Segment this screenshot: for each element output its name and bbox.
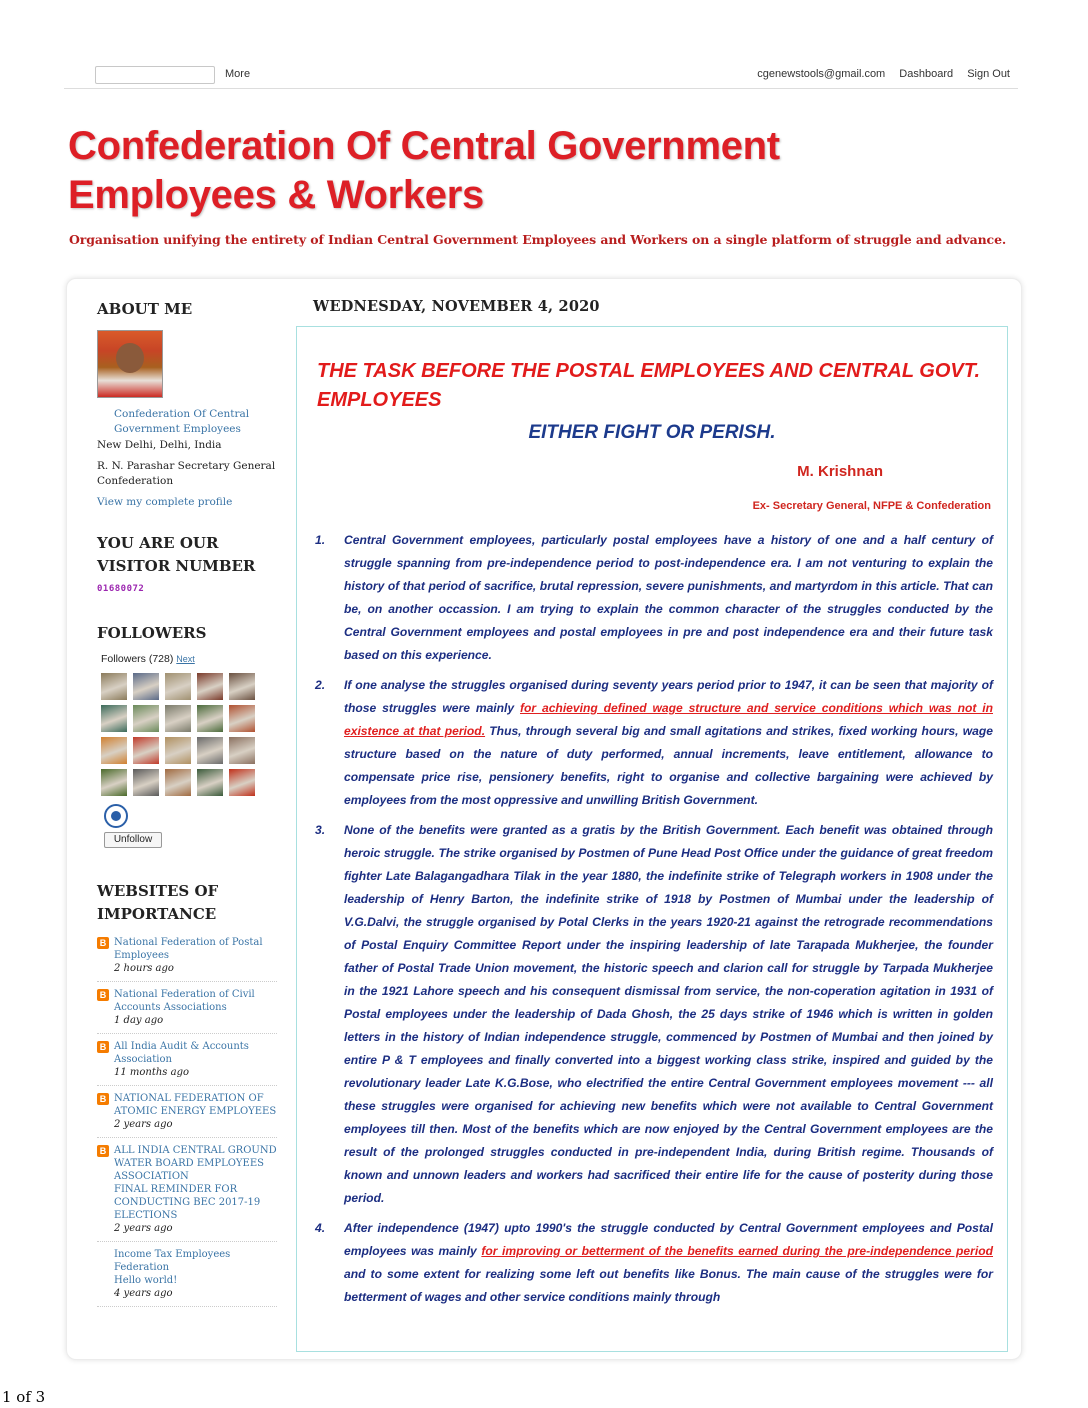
follower-avatar[interactable] xyxy=(229,737,255,764)
paragraph-highlight: for improving or betterment of the benefits earned during the pre-independence period xyxy=(481,1244,993,1258)
post-title: THE TASK BEFORE THE POSTAL EMPLOYEES AND CENTRAL GOVT. EMPLOYEES xyxy=(317,360,981,411)
search-input[interactable] xyxy=(95,66,215,84)
follower-avatar[interactable] xyxy=(133,737,159,764)
paragraph-text: After independence (1947) upto 1990's the struggle conducted by Central Government employees and Postal employees was mainly xyxy=(344,1221,993,1258)
website-link[interactable]: National Federation of Postal Employees xyxy=(114,937,263,961)
paragraph-text-continued: Thus, through several big and small agitations and strikes, fixed working hours, wage structure based on the nature of duty performed, annual increments, leave entitlement, allowance to compensate price rise, pensionery benefits, right to organise and collective bargaining were achieved by employees from the most oppressive and unwilling British Government. xyxy=(344,724,993,807)
blogger-icon: B xyxy=(97,937,109,949)
follower-avatar[interactable] xyxy=(165,737,191,764)
post-paragraph xyxy=(313,819,993,1210)
follower-avatar[interactable] xyxy=(101,673,127,700)
website-list-item xyxy=(97,988,277,1034)
website-list-item xyxy=(97,1040,277,1086)
followers-title: FOLLOWERS xyxy=(97,624,207,642)
blogger-icon: B xyxy=(97,1093,109,1105)
website-list-item xyxy=(97,1144,277,1242)
profile-name-link[interactable]: Confederation Of Central Government Employees xyxy=(114,408,250,435)
blogger-icon: B xyxy=(97,1041,109,1053)
website-age: 2 years ago xyxy=(114,1223,173,1234)
paragraph-text: Central Government employees, particularly postal employees have a history of one and a half century of struggle spanning from pre-independence period to post-independence era. I am not venturing to explain the history of that period of sacrifice, brutal repression, severe punishments, and martyrdom in this article. That can be, on another occassion. I am trying to explain the common character of the struggles conducted by the Central Government employees and postal employees in pre and post independence era and their future task based on this experience. xyxy=(344,533,993,662)
visitor-counter: 01680072 xyxy=(97,584,145,594)
paragraph-number: 1. xyxy=(315,533,326,547)
websites-list xyxy=(97,936,277,1307)
follower-avatar[interactable] xyxy=(101,769,127,796)
paragraph-number: 4. xyxy=(315,1221,326,1235)
follower-avatar[interactable] xyxy=(197,769,223,796)
profile-avatar[interactable] xyxy=(97,330,163,398)
profile-face xyxy=(116,343,144,373)
post-author: M. Krishnan xyxy=(797,463,883,480)
paragraph-number: 2. xyxy=(315,678,326,692)
follower-avatar[interactable] xyxy=(101,737,127,764)
website-list-item xyxy=(97,1092,277,1138)
follower-avatar[interactable] xyxy=(165,769,191,796)
followers-next-link[interactable]: Next xyxy=(176,654,195,664)
paragraph-text-continued: and to some extent for realizing some left out benefits like Bonus. The main cause of the struggles were for betterment of wages and other service conditions mainly through xyxy=(344,1267,993,1304)
website-age: 11 months ago xyxy=(114,1067,189,1078)
blog-tagline: Organisation unifying the entirety of Indian Central Government Employees and Workers on a single platform of struggle and advance. xyxy=(69,232,1007,247)
unfollow-button[interactable]: Unfollow xyxy=(104,832,162,848)
follower-avatar[interactable] xyxy=(101,705,127,732)
website-age: 4 years ago xyxy=(114,1288,173,1299)
website-list-item xyxy=(97,936,277,982)
more-link[interactable]: More xyxy=(225,68,251,80)
website-link[interactable]: All India Audit & Accounts Association xyxy=(114,1041,249,1065)
follower-avatar[interactable] xyxy=(165,673,191,700)
profile-description: R. N. Parashar Secretary General Confederation xyxy=(97,460,276,487)
paragraph-number: 3. xyxy=(315,823,326,837)
followers-header xyxy=(101,653,277,665)
website-link[interactable]: Income Tax Employees Federation xyxy=(114,1249,231,1273)
website-latest-post[interactable]: FINAL REMINDER FOR CONDUCTING BEC 2017-19 ELECTIONS xyxy=(114,1184,261,1221)
blog-title-line2[interactable]: Employees & Workers xyxy=(68,173,484,217)
website-link[interactable]: National Federation of Civil Accounts Associations xyxy=(114,989,255,1013)
post-paragraph xyxy=(313,674,993,812)
follower-avatar[interactable] xyxy=(229,769,255,796)
website-age: 2 hours ago xyxy=(114,963,174,974)
follower-avatar[interactable] xyxy=(197,705,223,732)
navbar-account xyxy=(746,68,1010,80)
visitor-title: YOU ARE OUR VISITOR NUMBER xyxy=(97,534,256,575)
follower-avatar[interactable] xyxy=(229,705,255,732)
follower-avatar[interactable] xyxy=(133,769,159,796)
websites-title: WEBSITES OF IMPORTANCE xyxy=(97,882,219,923)
website-age: 1 day ago xyxy=(114,1015,164,1026)
follower-avatar[interactable] xyxy=(197,673,223,700)
paragraph-highlight: for achieving defined wage structure and service conditions which was not in existence at that period. xyxy=(344,701,993,738)
followers-count: Followers (728) xyxy=(101,653,174,665)
about-me-title: ABOUT ME xyxy=(97,300,193,318)
view-profile-link[interactable]: View my complete profile xyxy=(97,496,233,508)
sidebar xyxy=(97,298,277,1313)
website-age: 2 years ago xyxy=(114,1119,173,1130)
account-email[interactable]: cgenewstools@gmail.com xyxy=(757,68,886,80)
blog-title-line1[interactable]: Confederation Of Central Government xyxy=(68,124,780,168)
follower-avatar[interactable] xyxy=(197,737,223,764)
post-paragraph xyxy=(313,1217,993,1309)
air-logo-icon[interactable] xyxy=(104,804,128,828)
post-author-role: Ex- Secretary General, NFPE & Confederation xyxy=(752,500,991,512)
post-subtitle: EITHER FIGHT OR PERISH. xyxy=(528,422,776,443)
page-number: 1 of 3 xyxy=(2,1388,46,1406)
follower-avatar[interactable] xyxy=(165,705,191,732)
website-link[interactable]: NATIONAL FEDERATION OF ATOMIC ENERGY EMPLOYEES xyxy=(114,1093,277,1117)
post-date: WEDNESDAY, NOVEMBER 4, 2020 xyxy=(313,298,600,315)
follower-avatar[interactable] xyxy=(133,705,159,732)
paragraph-text: If one analyse the struggles organised during seventy years period prior to 1947, it can be seen that majority of those struggles were mainly xyxy=(344,678,993,715)
follower-grid xyxy=(101,673,277,796)
post-body xyxy=(296,326,1008,1352)
blogger-navbar xyxy=(64,62,1018,89)
follower-avatar[interactable] xyxy=(133,673,159,700)
website-link[interactable]: ALL INDIA CENTRAL GROUND WATER BOARD EMPLOYEES ASSOCIATION xyxy=(114,1145,277,1182)
dashboard-link[interactable]: Dashboard xyxy=(899,68,954,80)
blog-title[interactable] xyxy=(68,122,780,220)
website-latest-post[interactable]: Hello world! xyxy=(114,1275,178,1286)
blogger-icon: B xyxy=(97,989,109,1001)
profile-location: New Delhi, Delhi, India xyxy=(97,439,222,451)
website-list-item xyxy=(97,1248,277,1307)
post-paragraph xyxy=(313,529,993,667)
sign-out-link[interactable]: Sign Out xyxy=(967,68,1010,80)
paragraph-text: None of the benefits were granted as a gratis by the British Government. Each benefit was obtained through heroic struggle. The strike organised by Postmen of Pune Head Post Office under the guidance of great freedom fighter Late Balagangadhara Tilak in the year 1880, the indefinite strike of Telegraph workers in 1908 under the leadership of Henry Barton, the indefinite strike of 1918 by Postmen of Mumbai under the leadership of V.G.Dalvi, the struggle organised by Potal Clerks in the years 1920-21 against the retrograde recommendations of Postal Enquiry Committee Report under the inspiring leadership of late Tarapada Mukherjee, the founder father of Postal Trade Union movement, the historic speech and clarion call for struggle by Tarpada Mukherjee in the 1921 Lahore speech and his consequent dismissal from service, the non-coperation agitation in 1931 of Postal employees under the leadership of Dada Ghosh, the 25 days strike of 1946 which is written in golden letters in the history of Indian independence struggle, commenced by Postmen of Mumbai and then joined by entire P & T employees and finally converted into a biggest working class strike, inspired and guided by the revolutionary leader Late K.G.Bose, who electrified the entire Central Government employees movement --- all these struggles were organised for achieving new benefits which were not available to Central Government employees till then. Most of the benefits which are now enjoyed by the Central Government employees are the result of the prolonged struggles conducted in pre-independent India, during British regime. Thousands of known and unnown leaders and workers had sacrificed their entire life for the cause of posterity during those period. xyxy=(344,823,993,1205)
post-paragraphs xyxy=(313,529,993,1316)
follower-avatar[interactable] xyxy=(229,673,255,700)
blogger-icon: B xyxy=(97,1145,109,1157)
